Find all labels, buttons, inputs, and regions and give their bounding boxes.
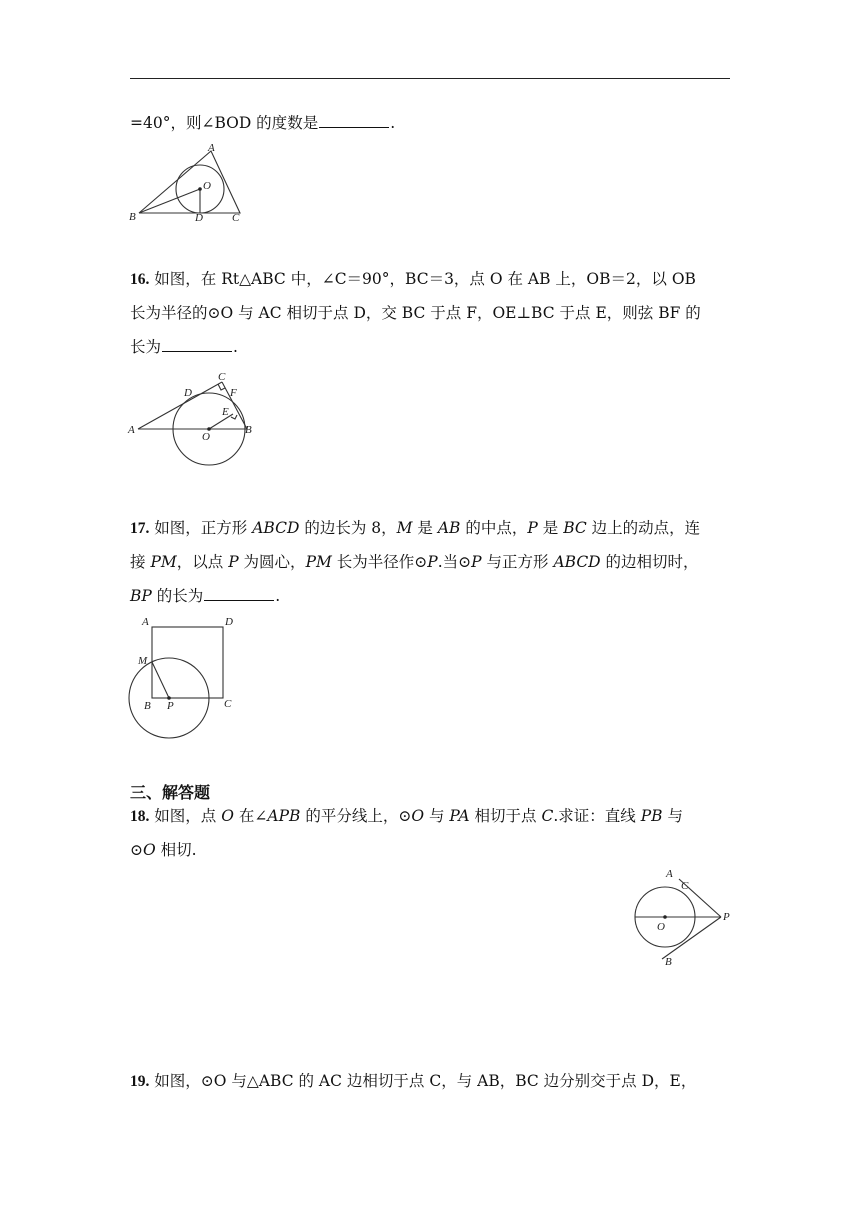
label-F: F bbox=[230, 387, 237, 399]
q17-number: 17. bbox=[130, 520, 150, 537]
label-C: C bbox=[232, 212, 240, 224]
segment-bo bbox=[139, 189, 200, 213]
q18-line1: 18. 如图，点 O 在∠APB 的平分线上，⊙O 与 PA 相切于点 C.求证：直线 PB 与 bbox=[130, 807, 683, 825]
q15-answer-blank[interactable] bbox=[319, 113, 389, 128]
label-A: A bbox=[142, 616, 149, 628]
label-A: A bbox=[208, 142, 215, 154]
label-D: D bbox=[195, 212, 203, 224]
label-B: B bbox=[245, 424, 252, 436]
q16-figure bbox=[125, 368, 265, 468]
center-dot bbox=[198, 187, 202, 191]
label-A: A bbox=[666, 868, 673, 880]
segment-oe bbox=[209, 414, 233, 429]
q17-line1: 17. 如图，正方形 ABCD 的边长为 8，M 是 AB 的中点，P 是 BC 边上的动点，连 bbox=[130, 519, 701, 537]
label-P: P bbox=[167, 700, 174, 712]
q17-answer-blank[interactable] bbox=[204, 586, 274, 601]
segment-ac bbox=[138, 382, 222, 429]
q19-line1: 19. 如图，⊙O 与△ABC 的 AC 边相切于点 C，与 AB，BC 边分别交于点 D，E， bbox=[130, 1072, 697, 1090]
label-O: O bbox=[203, 180, 211, 192]
q16-number: 16. bbox=[130, 271, 150, 288]
label-D: D bbox=[184, 387, 192, 399]
q17-line3: BP 的长为 . bbox=[130, 587, 281, 605]
label-B: B bbox=[144, 700, 151, 712]
label-E: E bbox=[222, 406, 229, 418]
label-A: A bbox=[128, 424, 135, 436]
label-C: C bbox=[224, 698, 232, 710]
label-C: C bbox=[681, 880, 689, 892]
q15-text: =40°，则∠BOD 的度数是 . bbox=[130, 114, 396, 132]
ray-pb bbox=[662, 917, 721, 959]
q15-tail: =40°，则∠BOD 的度数是 bbox=[130, 114, 319, 132]
label-C: C bbox=[218, 371, 226, 383]
q17-figure bbox=[125, 612, 245, 742]
label-M: M bbox=[138, 655, 148, 667]
q18-figure bbox=[625, 862, 745, 972]
label-O: O bbox=[657, 921, 665, 933]
header-rule bbox=[130, 78, 730, 79]
label-O: O bbox=[202, 431, 210, 443]
q19-number: 19. bbox=[130, 1073, 150, 1090]
segment-pm bbox=[152, 662, 169, 698]
q17-line2: 接 PM，以点 P 为圆心，PM 长为半径作⊙P.当⊙P 与正方形 ABCD 的边相切时， bbox=[130, 553, 699, 571]
q16-line1: 16. 如图，在 Rt△ABC 中，∠C＝90°，BC＝3，点 O 在 AB 上，OB＝2，以 OB bbox=[130, 270, 696, 288]
triangle-abc bbox=[139, 151, 240, 213]
label-B: B bbox=[665, 956, 672, 968]
label-B: B bbox=[129, 211, 136, 223]
q16-line3: 长为 . bbox=[130, 338, 238, 356]
q15-figure bbox=[125, 140, 255, 230]
q16-answer-blank[interactable] bbox=[162, 337, 232, 352]
label-P: P bbox=[723, 911, 730, 923]
q18-number: 18. bbox=[130, 808, 150, 825]
section-heading: 三、解答题 bbox=[130, 783, 211, 802]
q18-line2: ⊙O 相切. bbox=[130, 841, 197, 859]
q16-line2: 长为半径的⊙O 与 AC 相切于点 D，交 BC 于点 F，OE⊥BC 于点 E，则弦 BF 的 bbox=[130, 304, 701, 322]
right-angle-e bbox=[231, 415, 237, 419]
center-dot bbox=[663, 915, 667, 919]
label-D: D bbox=[225, 616, 233, 628]
